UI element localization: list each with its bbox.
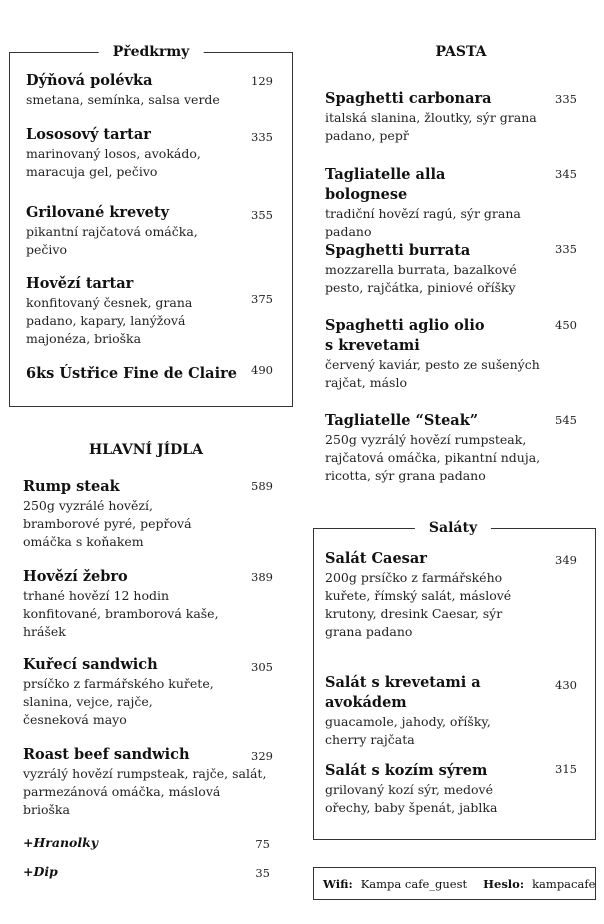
item-desc: guacamole, jahody, oříšky, cherry rajčata bbox=[325, 714, 491, 747]
predkrmy-item bbox=[26, 71, 236, 109]
item-name: Tagliatelle “Steak” bbox=[325, 412, 479, 429]
item-price: 375 bbox=[251, 292, 273, 306]
pasta-title: PASTA bbox=[435, 44, 487, 60]
wifi-network-name: Kampa cafe_guest bbox=[360, 876, 468, 891]
extra-hranolky: +Hranolky bbox=[23, 835, 99, 850]
item-desc: pikantní rajčatová omáčka, pečivo bbox=[26, 224, 198, 257]
item-price: 450 bbox=[555, 318, 577, 332]
predkrmy-item bbox=[26, 364, 251, 384]
item-name: Salát Caesar bbox=[325, 550, 427, 567]
item-price: 305 bbox=[251, 660, 273, 674]
item-price: 430 bbox=[555, 678, 577, 692]
item-name: Salát s krevetami a avokádem bbox=[325, 674, 481, 711]
item-name: Spaghetti carbonara bbox=[325, 90, 492, 107]
item-desc: prsíčko z farmářského kuřete, slanina, vejce, rajče, česneková mayo bbox=[23, 676, 214, 727]
hlavni-title: HLAVNÍ JÍDLA bbox=[88, 442, 204, 458]
predkrmy-title: Předkrmy bbox=[99, 43, 204, 61]
item-desc: 250g vyzrálý hovězí rumpsteak, rajčatová omáčka, pikantní nduja, ricotta, sýr grana padano bbox=[325, 432, 541, 483]
salaty-item bbox=[325, 549, 525, 641]
item-price: 345 bbox=[555, 167, 577, 181]
item-name: Spaghetti burrata bbox=[325, 242, 471, 259]
item-desc: italská slanina, žloutky, sýr grana padano, pepř bbox=[325, 110, 537, 143]
item-name: Grilované krevety bbox=[26, 204, 170, 221]
item-price: 389 bbox=[251, 570, 273, 584]
item-desc: 200g prsíčko z farmářského kuřete, římský salát, máslové krutony, dresink Caesar, sýr grana padano bbox=[325, 570, 512, 639]
hlavni-item bbox=[23, 477, 218, 551]
item-desc: 250g vyzrálé hovězí, bramborové pyré, pepřová omáčka s koňakem bbox=[23, 498, 192, 549]
item-desc: červený kaviár, pesto ze sušených rajčat, máslo bbox=[325, 357, 540, 390]
item-name: Salát s kozím sýrem bbox=[325, 762, 488, 779]
item-desc: konfitovaný česnek, grana padano, kapary, lanýžová majonéza, brioška bbox=[26, 295, 193, 346]
item-desc: grilovaný kozí sýr, medové ořechy, baby špenát, jablka bbox=[325, 782, 498, 815]
item-price: 129 bbox=[251, 74, 273, 88]
item-price: 349 bbox=[555, 553, 577, 567]
pasta-item bbox=[325, 411, 550, 485]
extra-price: 35 bbox=[255, 866, 270, 880]
hlavni-item bbox=[23, 567, 223, 641]
item-price: 589 bbox=[251, 479, 273, 493]
item-desc: trhané hovězí 12 hodin konfitované, bramborová kaše, hrášek bbox=[23, 588, 219, 639]
item-name: 6ks Ústřice Fine de Claire bbox=[26, 365, 237, 382]
item-desc: mozzarella burrata, bazalkové pesto, rajčátka, piniové oříšky bbox=[325, 262, 517, 295]
item-name: Tagliatelle alla bolognese bbox=[325, 166, 446, 203]
pasta-item bbox=[325, 165, 525, 241]
pasta-item bbox=[325, 316, 545, 392]
hlavni-item bbox=[23, 655, 218, 729]
item-name: Dýňová polévka bbox=[26, 72, 153, 89]
item-desc: tradiční hovězí ragú, sýr grana padano bbox=[325, 206, 521, 239]
predkrmy-item bbox=[26, 203, 226, 259]
item-desc: marinovaný losos, avokádo, maracuja gel, pečivo bbox=[26, 146, 201, 179]
password-label: Heslo: bbox=[483, 876, 525, 891]
pasta-item bbox=[325, 241, 525, 297]
predkrmy-item bbox=[26, 274, 211, 348]
item-price: 335 bbox=[555, 242, 577, 256]
extra-dip: +Dip bbox=[23, 864, 58, 879]
salaty-title: Saláty bbox=[415, 519, 491, 537]
item-price: 335 bbox=[555, 92, 577, 106]
pasta-item bbox=[325, 89, 545, 145]
item-name: Roast beef sandwich bbox=[23, 746, 190, 763]
item-price: 490 bbox=[251, 363, 273, 377]
salaty-item bbox=[325, 761, 525, 817]
wifi-info-box bbox=[313, 867, 596, 900]
item-name: Spaghetti aglio olio s krevetami bbox=[325, 317, 485, 354]
extra-price: 75 bbox=[255, 837, 270, 851]
hlavni-item bbox=[23, 745, 268, 819]
wifi-password: kampacafe bbox=[532, 876, 596, 891]
item-name: Hovězí tartar bbox=[26, 275, 134, 292]
item-name: Lososový tartar bbox=[26, 126, 151, 143]
item-price: 335 bbox=[251, 130, 273, 144]
item-price: 355 bbox=[251, 208, 273, 222]
item-desc: vyzrálý hovězí rumpsteak, rajče, salát, parmezánová omáčka, máslová brioška bbox=[23, 766, 267, 817]
wifi-label: Wifi: bbox=[323, 876, 353, 891]
item-price: 315 bbox=[555, 762, 577, 776]
item-price: 545 bbox=[555, 413, 577, 427]
item-desc: smetana, semínka, salsa verde bbox=[26, 92, 220, 107]
item-price: 329 bbox=[251, 749, 273, 763]
item-name: Kuřecí sandwich bbox=[23, 656, 158, 673]
item-name: Rump steak bbox=[23, 478, 120, 495]
predkrmy-item bbox=[26, 125, 236, 181]
salaty-item bbox=[325, 673, 555, 749]
item-name: Hovězí žebro bbox=[23, 568, 128, 585]
